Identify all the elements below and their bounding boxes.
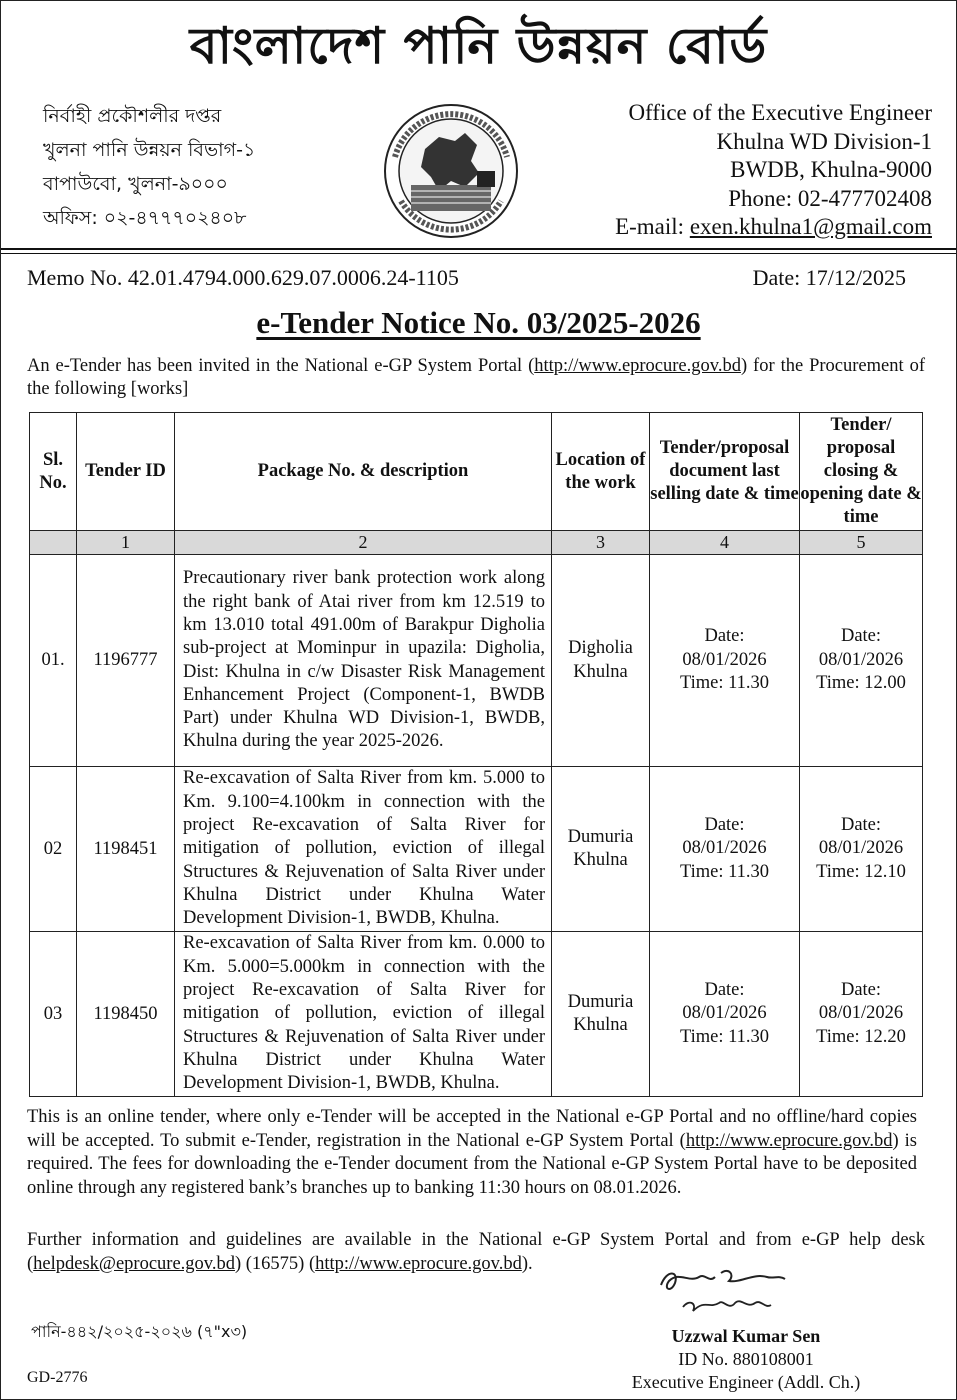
table-row	[30, 932, 923, 1097]
table-row	[30, 767, 923, 932]
time-value: Time: 12.00	[816, 673, 906, 694]
office-phone: Phone: 02-477702408	[728, 185, 932, 211]
cell-location	[552, 932, 650, 1097]
intro-paragraph	[27, 355, 925, 401]
cell-description: Precautionary river bank protection work along the right bank of Atai river from km 12.519 to km 13.010 total 491.00m of Barakpur Digholia sub-project at Mominpur in upazila: Digholia, Dist: Khulna in c/w Disaster Risk Management Enhancement Project (Component-1, BWDB Part) under Khulna WD Division-1, BWDB, Khulna during the year 2025-2026.	[175, 555, 552, 767]
time-value: Time: 11.30	[679, 861, 770, 882]
online-tender-paragraph	[27, 1106, 917, 1200]
header-tender-id: Tender ID	[77, 413, 175, 531]
cell-closing-date	[800, 555, 923, 767]
signatory-name: Uzzwal Kumar Sen	[671, 1326, 821, 1346]
header-location: Location of the work	[552, 413, 650, 531]
eprocure-link[interactable]: http://www.eprocure.gov.bd	[685, 1130, 893, 1151]
col-number: 4	[650, 531, 800, 555]
cell-sl: 02	[30, 767, 77, 932]
cell-selling-date	[650, 767, 800, 932]
cell-location	[552, 767, 650, 932]
cell-sl: 01.	[30, 555, 77, 767]
para-text-end: ) is required. The fees for downloading the e-Tender document from the National e-GP System Portal have to be deposited online through any registered bank’s branches up to banking 11:30 hours on 08.01.2026.	[27, 1130, 917, 1198]
location-line: Digholia	[568, 638, 633, 658]
signatory-id: ID No. 880108001	[678, 1349, 814, 1369]
location-line: Khulna	[573, 850, 628, 870]
date-value: 08/01/2026	[682, 1003, 767, 1024]
cell-description: Re-excavation of Salta River from km. 5.000 to Km. 9.100=4.100km in connection with the project Re-excavation of Salta River for mitigation of pollution, eviction of illegal Structures & Rejuvenation of Salta River under Khulna District under Khulna Water Development Division-1, BWDB, Khulna.	[175, 767, 552, 932]
helpdesk-email-link[interactable]: helpdesk@eprocure.gov.bd	[33, 1253, 235, 1274]
office-city: BWDB, Khulna-9000	[730, 157, 932, 182]
date-value: 08/01/2026	[682, 649, 767, 670]
date-value: 08/01/2026	[818, 838, 904, 859]
email-link[interactable]: exen.khulna1@gmail.com	[689, 214, 932, 239]
tender-table	[29, 412, 923, 1097]
cell-closing-date	[800, 932, 923, 1097]
handwritten-signature-icon	[649, 1263, 799, 1325]
table-header-row	[30, 413, 923, 531]
cell-location	[552, 555, 650, 767]
table-row	[30, 555, 923, 767]
org-title-bn: বাংলাদেশ পানি উন্নয়ন বোর্ড	[189, 17, 768, 75]
notice-date: Date: 17/12/2025	[752, 265, 906, 290]
address-bn-line: বাপাউবো, খুলনা-৯০০০	[43, 173, 228, 195]
address-bn-line: নির্বাহী প্রকৌশলীর দপ্তর	[43, 105, 222, 127]
time-value: Time: 12.20	[816, 1026, 906, 1047]
date-label: Date:	[704, 979, 745, 1000]
intro-text-end: ) for the Procurement of the following [works]	[27, 356, 925, 399]
email-label: E-mail:	[615, 214, 690, 239]
para-text-end: ).	[521, 1253, 533, 1274]
time-value: Time: 12.10	[816, 861, 906, 882]
reference-number-bn: পানি-৪৪২/২০২৫-২০২৬ (৭"x৩)	[31, 1322, 248, 1341]
location-line: Khulna	[573, 1015, 628, 1035]
memo-number: Memo No. 42.01.4794.000.629.07.0006.24-1105	[27, 265, 459, 290]
cell-selling-date	[650, 932, 800, 1097]
date-label: Date:	[840, 979, 882, 1000]
cell-tender-id: 1196777	[77, 555, 175, 767]
notice-title	[1, 305, 956, 341]
col-number: 1	[77, 531, 175, 555]
location-line: Dumuria	[567, 991, 634, 1012]
header-divider	[1, 248, 956, 250]
date-value: 08/01/2026	[818, 1003, 904, 1024]
header-divider-thin	[1, 253, 956, 254]
para-text: Further information and guidelines are available in the National e-GP System Portal and from e-GP help desk (	[27, 1230, 925, 1274]
office-email	[615, 213, 932, 242]
address-bn-line: অফিস: ০২-৪৭৭৭০২৪০৮	[43, 207, 247, 229]
time-value: Time: 11.30	[679, 673, 770, 694]
cell-tender-id: 1198450	[77, 932, 175, 1097]
col-number: 5	[800, 531, 923, 555]
para-text-mid: ) (16575) (	[234, 1253, 316, 1274]
cell-description: Re-excavation of Salta River from km. 0.000 to Km. 5.000=5.000km in connection with the project Re-excavation of Salta River for mitigation of pollution, eviction of illegal Structures & Rejuvenation of Salta River under Khulna District under Khulna Water Development Division-1, BWDB, Khulna.	[175, 932, 552, 1097]
bwdb-emblem-icon	[381, 101, 521, 241]
date-value: 08/01/2026	[682, 838, 767, 859]
signatory-title: Executive Engineer (Addl. Ch.)	[631, 1372, 861, 1392]
col-number: 3	[552, 531, 650, 555]
header-selling-date: Tender/proposal document last selling date & time	[650, 413, 800, 531]
location-line: Khulna	[573, 661, 628, 682]
cell-selling-date	[650, 555, 800, 767]
col-number	[30, 531, 77, 555]
eprocure-link[interactable]: http://www.eprocure.gov.bd	[534, 356, 741, 376]
date-label: Date:	[840, 814, 882, 835]
cell-sl: 03	[30, 932, 77, 1097]
column-number-row	[30, 531, 923, 555]
header-sl: Sl. No.	[30, 413, 77, 531]
gd-number: GD-2776	[27, 1369, 88, 1386]
office-address-en	[615, 99, 932, 242]
date-label: Date:	[704, 814, 745, 835]
time-value: Time: 11.30	[679, 1026, 770, 1047]
header-package: Package No. & description	[175, 413, 552, 531]
cell-tender-id: 1198451	[77, 767, 175, 932]
col-number: 2	[175, 531, 552, 555]
eprocure-link[interactable]: http://www.eprocure.gov.bd	[315, 1253, 522, 1274]
location-line: Dumuria	[567, 826, 634, 847]
date-value: 08/01/2026	[818, 649, 904, 670]
signature-block	[621, 1325, 871, 1394]
cell-closing-date	[800, 767, 923, 932]
date-label: Date:	[840, 626, 882, 647]
address-bn-line: খুলনা পানি উন্নয়ন বিভাগ-১	[43, 139, 256, 161]
date-label: Date:	[704, 626, 745, 647]
para-text: This is an online tender, where only e-Tender will be accepted in the National e-GP Portal and no offline/hard copies will be accepted. To submit e-Tender, registration in the National e-GP System Portal (	[27, 1107, 917, 1151]
header-closing-date: Tender/ proposal closing & opening date & time	[800, 413, 923, 531]
notice-title-text: e-Tender Notice No. 03/2025-2026	[256, 305, 701, 340]
office-address-bn	[43, 99, 255, 235]
office-name: Office of the Executive Engineer	[628, 100, 932, 125]
division-name: Khulna WD Division-1	[716, 128, 932, 154]
intro-text: An e-Tender has been invited in the National e-GP System Portal (	[27, 356, 535, 376]
